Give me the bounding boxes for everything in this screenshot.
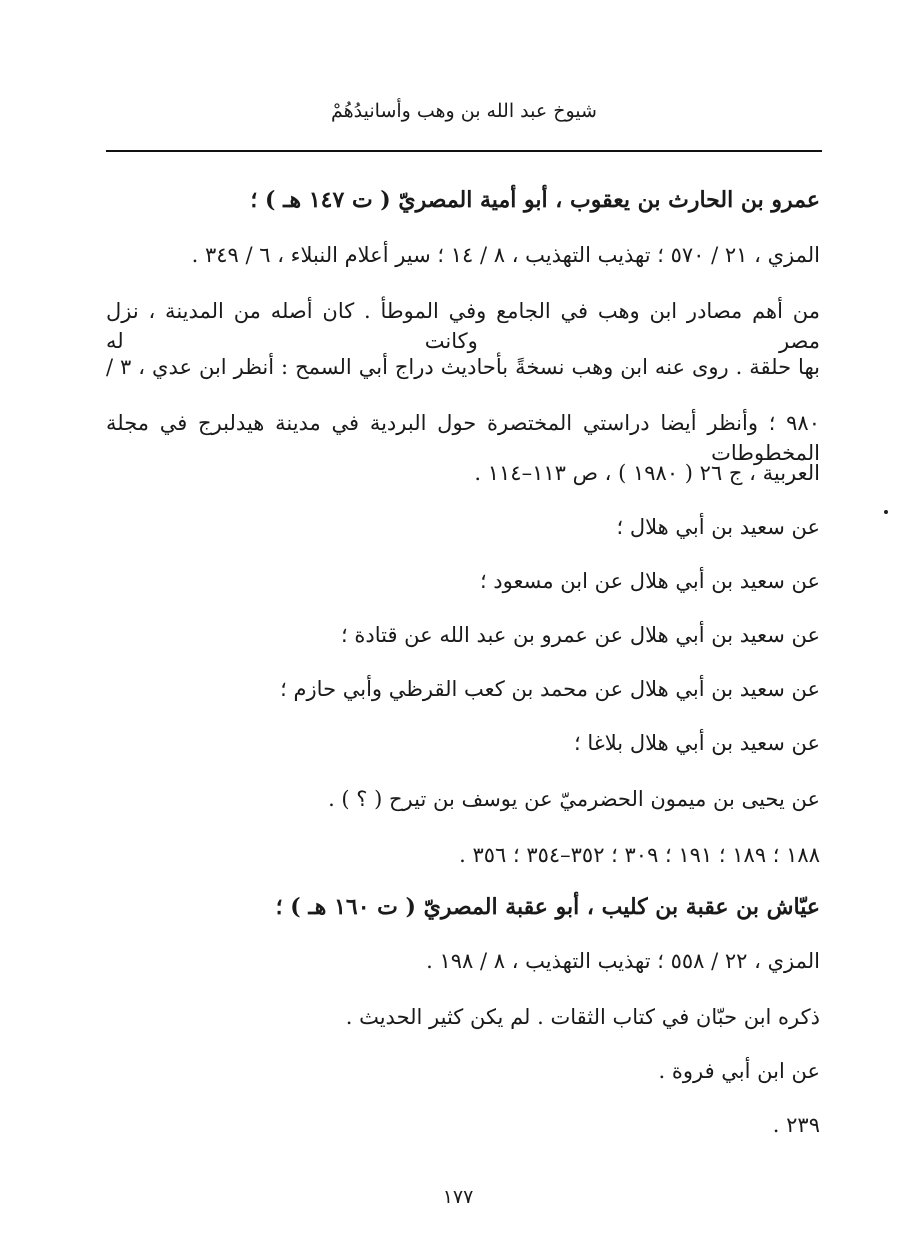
isnad-chain: عن سعيد بن أبي هلال ؛: [616, 515, 820, 539]
isnad-chain: عن سعيد بن أبي هلال بلاغا ؛: [574, 731, 820, 755]
entry-heading: عمرو بن الحارث بن يعقوب ، أبو أمية المصريّ ( ت ١٤٧ هـ ) ؛: [250, 187, 820, 213]
header-rule: [106, 150, 822, 152]
entry-note-line: ذكره ابن حبّان في كتاب الثقات . لم يكن كثير الحديث .: [345, 1005, 820, 1029]
entry-note-line: من أهم مصادر ابن وهب في الجامع وفي الموطأ . كان أصله من المدينة ، نزل مصر وكانت له: [106, 299, 820, 353]
entry-note-line: ٩٨٠ ؛ وأنظر أيضا دراستي المختصرة حول البردية في مدينة هيدلبرج في مجلة المخطوطات: [106, 411, 820, 465]
isnad-chain: عن سعيد بن أبي هلال عن محمد بن كعب القرظي وأبي حازم ؛: [280, 677, 820, 701]
entry-sources: المزي ، ٢١ / ٥٧٠ ؛ تهذيب التهذيب ، ٨ / ١٤ ؛ سير أعلام النبلاء ، ٦ / ٣٤٩ .: [191, 243, 820, 267]
isnad-chain: عن سعيد بن أبي هلال عن عمرو بن عبد الله عن قتادة ؛: [341, 623, 820, 647]
page-number: ١٧٧: [442, 1186, 474, 1208]
entry-references: ٢٣٩ .: [772, 1113, 820, 1137]
isnad-chain: عن سعيد بن أبي هلال عن ابن مسعود ؛: [479, 569, 820, 593]
entry-note-line: العربية ، ج ٢٦ ( ١٩٨٠ ) ، ص ١١٣–١١٤ .: [474, 461, 820, 485]
isnad-chain: عن يحيى بن ميمون الحضرميّ عن يوسف بن تيرح ( ؟ ) .: [328, 787, 820, 811]
scan-speck: [884, 510, 888, 514]
entry-sources: المزي ، ٢٢ / ٥٥٨ ؛ تهذيب التهذيب ، ٨ / ١٩٨ .: [426, 949, 820, 973]
running-header: شيوخ عبد الله بن وهب وأسانيدُهُمْ: [331, 100, 597, 122]
entry-heading: عيّاش بن عقبة بن كليب ، أبو عقبة المصريّ ( ت ١٦٠ هـ ) ؛: [275, 894, 820, 920]
isnad-chain: عن ابن أبي فروة .: [658, 1059, 820, 1083]
entry-references: ١٨٨ ؛ ١٨٩ ؛ ١٩١ ؛ ٣٠٩ ؛ ٣٥٢–٣٥٤ ؛ ٣٥٦ .: [459, 843, 820, 867]
entry-note-line: بها حلقة . روى عنه ابن وهب نسخةً بأحاديث دراج أبي السمح : أنظر ابن عدي ، ٣ /: [106, 355, 820, 379]
